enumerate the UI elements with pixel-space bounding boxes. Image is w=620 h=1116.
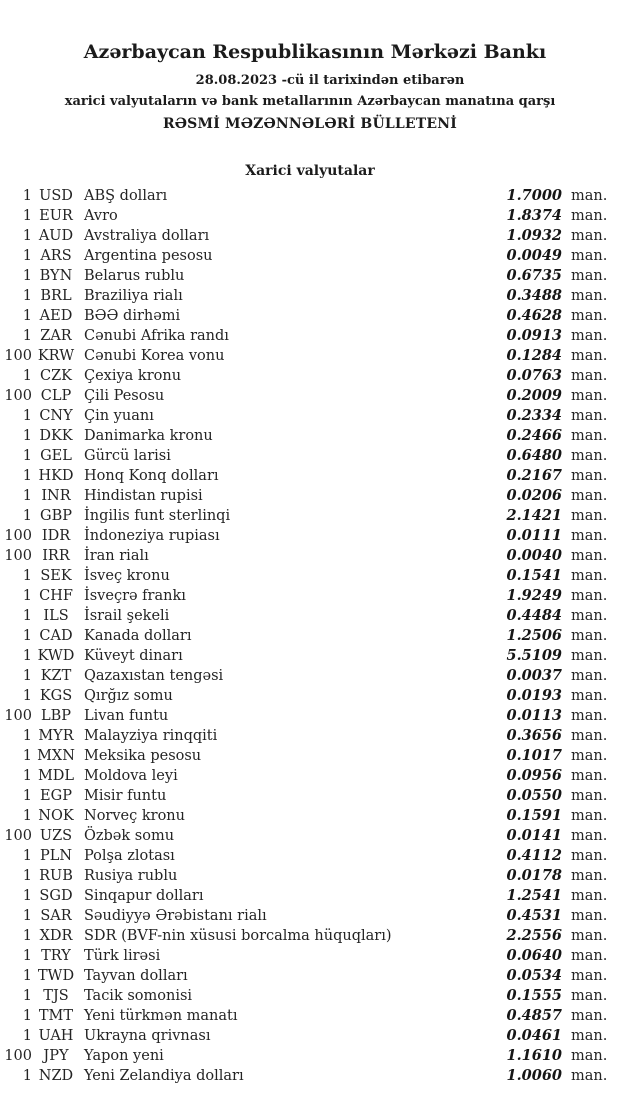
rate-value-cell: 0.0913 (506, 327, 562, 344)
table-row (0, 1006, 620, 1026)
rate-value-cell: 0.6480 (506, 447, 562, 464)
unit-cell: man. (571, 948, 608, 964)
unit-cell: man. (571, 328, 608, 344)
currency-name-cell: Cənubi Korea vonu (84, 348, 225, 364)
currency-name-cell: Braziliya rialı (84, 288, 183, 304)
table-row (0, 606, 620, 626)
quantity-cell: 1 (22, 308, 32, 324)
quantity-cell: 1 (22, 228, 32, 244)
unit-cell: man. (571, 308, 608, 324)
rate-value-cell: 1.0932 (506, 227, 562, 244)
currency-name-cell: Danimarka kronu (84, 428, 213, 444)
table-row (0, 646, 620, 666)
currency-name-cell: Çili Pesosu (84, 388, 165, 404)
currency-name-cell: Qırğız somu (84, 688, 173, 704)
rate-value-cell: 0.2009 (506, 387, 562, 404)
table-row (0, 406, 620, 426)
currency-name-cell: Özbək somu (84, 828, 175, 844)
currency-code-cell: IRR (42, 548, 70, 564)
table-row (0, 246, 620, 266)
unit-cell: man. (571, 228, 608, 244)
table-row (0, 786, 620, 806)
quantity-cell: 1 (22, 1008, 32, 1024)
unit-cell: man. (571, 668, 608, 684)
currency-code-cell: GEL (40, 448, 72, 464)
quantity-cell: 1 (22, 368, 32, 384)
quantity-cell: 1 (22, 248, 32, 264)
currency-name-cell: İndoneziya rupiası (84, 528, 220, 544)
rate-value-cell: 1.2541 (506, 887, 562, 904)
currency-name-cell: Avro (84, 208, 118, 224)
rate-value-cell: 0.1541 (506, 567, 562, 584)
rate-value-cell: 1.9249 (506, 587, 562, 604)
currency-code-cell: EGP (40, 788, 72, 804)
unit-cell: man. (571, 388, 608, 404)
table-row (0, 846, 620, 866)
table-row (0, 766, 620, 786)
rate-value-cell: 0.2167 (506, 467, 562, 484)
quantity-cell: 1 (22, 568, 32, 584)
unit-cell: man. (571, 448, 608, 464)
currency-code-cell: XDR (39, 928, 73, 944)
quantity-cell: 1 (22, 1028, 32, 1044)
currency-code-cell: JPY (43, 1048, 69, 1064)
table-row (0, 926, 620, 946)
currency-name-cell: Malayziya rinqqiti (84, 728, 218, 744)
currency-code-cell: BYN (39, 268, 73, 284)
currency-name-cell: Cənubi Afrika randı (84, 328, 229, 344)
effective-date-line: 28.08.2023 -cü il tarixindən etibarən (195, 73, 465, 88)
currency-code-cell: MYR (38, 728, 74, 744)
table-row (0, 626, 620, 646)
table-row (0, 346, 620, 366)
currency-name-cell: Yeni Zelandiya dolları (84, 1068, 244, 1084)
rate-value-cell: 2.1421 (506, 507, 562, 524)
quantity-cell: 100 (4, 1048, 32, 1064)
unit-cell: man. (571, 868, 608, 884)
table-row (0, 806, 620, 826)
currency-code-cell: KZT (40, 668, 72, 684)
currency-name-cell: İsrail şekeli (84, 608, 170, 624)
rate-value-cell: 0.1017 (506, 747, 562, 764)
quantity-cell: 1 (22, 848, 32, 864)
quantity-cell: 1 (22, 648, 32, 664)
currency-name-cell: Polşa zlotası (84, 848, 175, 864)
currency-name-cell: İngilis funt sterlinqi (84, 508, 231, 524)
currency-code-cell: CNY (39, 408, 73, 424)
table-row (0, 486, 620, 506)
unit-cell: man. (571, 968, 608, 984)
rate-value-cell: 0.4484 (506, 607, 562, 624)
table-row (0, 946, 620, 966)
quantity-cell: 1 (22, 668, 32, 684)
table-row (0, 506, 620, 526)
table-row (0, 706, 620, 726)
rate-value-cell: 1.2506 (506, 627, 562, 644)
currency-name-cell: Avstraliya dolları (84, 228, 210, 244)
currency-name-cell: Honq Konq dolları (84, 468, 219, 484)
currency-name-cell: Yapon yeni (84, 1048, 164, 1064)
rate-value-cell: 0.4857 (506, 1007, 562, 1024)
table-row (0, 746, 620, 766)
currency-code-cell: KRW (37, 348, 75, 364)
unit-cell: man. (571, 608, 608, 624)
unit-cell: man. (571, 468, 608, 484)
currency-name-cell: Belarus rublu (84, 268, 185, 284)
unit-cell: man. (571, 808, 608, 824)
table-row (0, 666, 620, 686)
table-row (0, 206, 620, 226)
currency-name-cell: İsveçrə frankı (84, 588, 186, 604)
rate-value-cell: 0.1591 (506, 807, 562, 824)
rate-value-cell: 0.4628 (506, 307, 562, 324)
quantity-cell: 100 (4, 348, 32, 364)
table-row (0, 586, 620, 606)
unit-cell: man. (571, 568, 608, 584)
unit-cell: man. (571, 748, 608, 764)
rate-value-cell: 0.0550 (506, 787, 562, 804)
currency-code-cell: HKD (38, 468, 74, 484)
quantity-cell: 1 (22, 608, 32, 624)
rate-value-cell: 1.0060 (506, 1067, 562, 1084)
quantity-cell: 1 (22, 628, 32, 644)
unit-cell: man. (571, 648, 608, 664)
unit-cell: man. (571, 1008, 608, 1024)
currency-code-cell: INR (41, 488, 71, 504)
currency-name-cell: ABŞ dolları (84, 188, 168, 204)
table-row (0, 526, 620, 546)
quantity-cell: 1 (22, 408, 32, 424)
unit-cell: man. (571, 768, 608, 784)
unit-cell: man. (571, 268, 608, 284)
unit-cell: man. (571, 1048, 608, 1064)
quantity-cell: 1 (22, 788, 32, 804)
quantity-cell: 1 (22, 748, 32, 764)
currency-code-cell: KWD (37, 648, 75, 664)
currency-name-cell: Sinqapur dolları (84, 888, 204, 904)
rate-value-cell: 0.0111 (506, 527, 562, 544)
currency-code-cell: CAD (39, 628, 73, 644)
currency-code-cell: NOK (38, 808, 74, 824)
unit-cell: man. (571, 788, 608, 804)
section-title-foreign-currencies: Xarici valyutalar (245, 163, 375, 179)
table-row (0, 286, 620, 306)
rate-value-cell: 0.0037 (506, 667, 562, 684)
currency-code-cell: KGS (39, 688, 73, 704)
quantity-cell: 1 (22, 1068, 32, 1084)
rate-value-cell: 0.0040 (506, 547, 562, 564)
currency-name-cell: İran rialı (84, 548, 149, 564)
rate-value-cell: 0.0049 (506, 247, 562, 264)
table-row (0, 546, 620, 566)
currency-code-cell: TRY (41, 948, 71, 964)
quantity-cell: 1 (22, 728, 32, 744)
currency-code-cell: CLP (40, 388, 72, 404)
unit-cell: man. (571, 628, 608, 644)
quantity-cell: 1 (22, 288, 32, 304)
table-row (0, 386, 620, 406)
table-row (0, 1026, 620, 1046)
unit-cell: man. (571, 1028, 608, 1044)
currency-code-cell: ARS (40, 248, 72, 264)
currency-code-cell: IDR (41, 528, 71, 544)
unit-cell: man. (571, 908, 608, 924)
currency-name-cell: Çexiya kronu (84, 368, 182, 384)
currency-code-cell: UAH (38, 1028, 74, 1044)
currency-name-cell: Hindistan rupisi (84, 488, 203, 504)
currency-code-cell: SGD (39, 888, 73, 904)
table-row (0, 886, 620, 906)
rate-value-cell: 1.7000 (506, 187, 562, 204)
rates-table (0, 186, 620, 1086)
currency-code-cell: RUB (39, 868, 73, 884)
table-row (0, 266, 620, 286)
unit-cell: man. (571, 408, 608, 424)
unit-cell: man. (571, 928, 608, 944)
rate-value-cell: 0.0461 (506, 1027, 562, 1044)
currency-name-cell: Küveyt dinarı (84, 648, 183, 664)
currency-code-cell: TJS (43, 988, 69, 1004)
currency-code-cell: DKK (39, 428, 73, 444)
currency-code-cell: TWD (37, 968, 75, 984)
currency-name-cell: Gürcü larisi (84, 448, 171, 464)
currency-name-cell: Çin yuanı (84, 408, 154, 424)
table-row (0, 566, 620, 586)
quantity-cell: 1 (22, 908, 32, 924)
currency-name-cell: Moldova leyi (84, 768, 178, 784)
unit-cell: man. (571, 888, 608, 904)
quantity-cell: 1 (22, 188, 32, 204)
document-subtitle: xarici valyutaların və bank metallarının Azərbaycan manatına qarşı (64, 94, 556, 109)
unit-cell: man. (571, 988, 608, 1004)
unit-cell: man. (571, 508, 608, 524)
currency-code-cell: USD (39, 188, 73, 204)
unit-cell: man. (571, 588, 608, 604)
rate-value-cell: 0.0640 (506, 947, 562, 964)
currency-name-cell: Səudiyyə Ərəbistanı rialı (84, 908, 267, 924)
currency-name-cell: Ukrayna qrivnası (84, 1028, 211, 1044)
rate-value-cell: 0.2466 (506, 427, 562, 444)
currency-name-cell: Argentina pesosu (84, 248, 213, 264)
quantity-cell: 1 (22, 268, 32, 284)
currency-name-cell: Rusiya rublu (84, 868, 178, 884)
currency-code-cell: BRL (40, 288, 72, 304)
rate-value-cell: 0.2334 (506, 407, 562, 424)
quantity-cell: 1 (22, 428, 32, 444)
rate-value-cell: 0.3656 (506, 727, 562, 744)
currency-name-cell: Kanada dolları (84, 628, 192, 644)
table-row (0, 366, 620, 386)
quantity-cell: 1 (22, 508, 32, 524)
quantity-cell: 1 (22, 948, 32, 964)
unit-cell: man. (571, 548, 608, 564)
rate-value-cell: 0.0113 (506, 707, 562, 724)
table-row (0, 966, 620, 986)
rate-value-cell: 0.0206 (506, 487, 562, 504)
rate-value-cell: 0.1284 (506, 347, 562, 364)
quantity-cell: 100 (4, 708, 32, 724)
document-title: Azərbaycan Respublikasının Mərkəzi Bankı (83, 41, 547, 63)
currency-code-cell: TMT (38, 1008, 74, 1024)
unit-cell: man. (571, 1068, 608, 1084)
rate-value-cell: 0.6735 (506, 267, 562, 284)
quantity-cell: 1 (22, 888, 32, 904)
table-row (0, 186, 620, 206)
currency-name-cell: SDR (BVF-nin xüsusi borcalma hüquqları) (84, 928, 392, 944)
rate-value-cell: 1.1610 (506, 1047, 562, 1064)
rate-value-cell: 0.0141 (506, 827, 562, 844)
quantity-cell: 1 (22, 808, 32, 824)
currency-code-cell: ZAR (40, 328, 72, 344)
currency-code-cell: CHF (39, 588, 73, 604)
quantity-cell: 1 (22, 928, 32, 944)
currency-code-cell: MXN (37, 748, 75, 764)
unit-cell: man. (571, 828, 608, 844)
table-row (0, 326, 620, 346)
quantity-cell: 1 (22, 868, 32, 884)
quantity-cell: 1 (22, 448, 32, 464)
currency-name-cell: Türk lirəsi (84, 948, 161, 964)
rate-value-cell: 0.3488 (506, 287, 562, 304)
currency-name-cell: Misir funtu (84, 788, 167, 804)
table-row (0, 906, 620, 926)
unit-cell: man. (571, 348, 608, 364)
table-row (0, 426, 620, 446)
bulletin-heading: RƏSMİ MƏZƏNNƏLƏRİ BÜLLETENİ (162, 116, 458, 132)
currency-code-cell: SAR (40, 908, 72, 924)
unit-cell: man. (571, 428, 608, 444)
quantity-cell: 1 (22, 328, 32, 344)
quantity-cell: 1 (22, 488, 32, 504)
quantity-cell: 100 (4, 548, 32, 564)
currency-code-cell: ILS (43, 608, 69, 624)
unit-cell: man. (571, 528, 608, 544)
rate-value-cell: 0.4112 (506, 847, 562, 864)
quantity-cell: 1 (22, 968, 32, 984)
quantity-cell: 1 (22, 468, 32, 484)
table-row (0, 726, 620, 746)
rate-value-cell: 0.0193 (506, 687, 562, 704)
unit-cell: man. (571, 248, 608, 264)
currency-name-cell: Yeni türkmən manatı (84, 1008, 238, 1024)
currency-code-cell: GBP (40, 508, 72, 524)
unit-cell: man. (571, 488, 608, 504)
unit-cell: man. (571, 728, 608, 744)
quantity-cell: 1 (22, 588, 32, 604)
table-row (0, 986, 620, 1006)
table-row (0, 226, 620, 246)
currency-code-cell: SEK (40, 568, 72, 584)
table-row (0, 446, 620, 466)
quantity-cell: 1 (22, 988, 32, 1004)
rate-value-cell: 0.0763 (506, 367, 562, 384)
rate-value-cell: 0.1555 (506, 987, 562, 1004)
unit-cell: man. (571, 848, 608, 864)
quantity-cell: 1 (22, 208, 32, 224)
unit-cell: man. (571, 208, 608, 224)
currency-code-cell: NZD (38, 1068, 74, 1084)
quantity-cell: 100 (4, 528, 32, 544)
currency-code-cell: PLN (39, 848, 73, 864)
rate-value-cell: 5.5109 (506, 647, 562, 664)
unit-cell: man. (571, 368, 608, 384)
quantity-cell: 100 (4, 388, 32, 404)
rate-value-cell: 0.0956 (506, 767, 562, 784)
table-row (0, 686, 620, 706)
currency-name-cell: Tayvan dolları (84, 968, 188, 984)
currency-code-cell: MDL (37, 768, 75, 784)
rate-value-cell: 0.4531 (506, 907, 562, 924)
currency-code-cell: CZK (39, 368, 72, 384)
currency-code-cell: EUR (39, 208, 73, 224)
table-row (0, 1066, 620, 1086)
table-row (0, 866, 620, 886)
quantity-cell: 1 (22, 768, 32, 784)
unit-cell: man. (571, 188, 608, 204)
currency-name-cell: Norveç kronu (84, 808, 185, 824)
currency-code-cell: UZS (39, 828, 73, 844)
table-row (0, 306, 620, 326)
currency-name-cell: BƏƏ dirhəmi (84, 308, 181, 324)
unit-cell: man. (571, 688, 608, 704)
currency-name-cell: Livan funtu (84, 708, 169, 724)
rate-value-cell: 1.8374 (506, 207, 562, 224)
quantity-cell: 1 (22, 688, 32, 704)
unit-cell: man. (571, 288, 608, 304)
currency-name-cell: Meksika pesosu (84, 748, 202, 764)
currency-name-cell: İsveç kronu (84, 568, 170, 584)
currency-code-cell: AUD (38, 228, 74, 244)
currency-name-cell: Qazaxıstan tengəsi (84, 668, 224, 684)
rate-value-cell: 0.0534 (506, 967, 562, 984)
unit-cell: man. (571, 708, 608, 724)
rate-value-cell: 0.0178 (506, 867, 562, 884)
currency-code-cell: AED (39, 308, 73, 324)
table-row (0, 826, 620, 846)
rate-value-cell: 2.2556 (506, 927, 562, 944)
table-row (0, 466, 620, 486)
currency-code-cell: LBP (40, 708, 72, 724)
currency-name-cell: Tacik somonisi (84, 988, 193, 1004)
quantity-cell: 100 (4, 828, 32, 844)
table-row (0, 1046, 620, 1066)
